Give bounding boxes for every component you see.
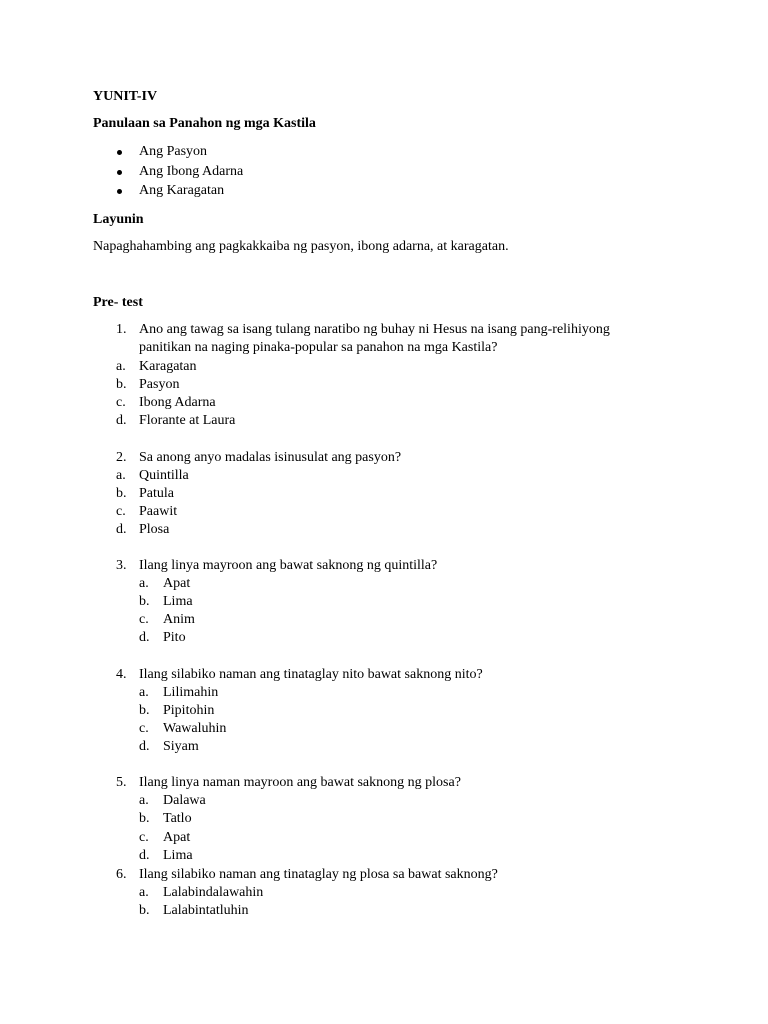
topic-item: Ang Pasyon bbox=[139, 144, 208, 159]
choice-letter: a. bbox=[139, 885, 149, 900]
choice-letter: a. bbox=[139, 576, 149, 591]
choice-letter: c. bbox=[139, 830, 149, 845]
choice-letter: a. bbox=[139, 685, 149, 700]
choice-text: Ibong Adarna bbox=[139, 395, 216, 410]
choice-text: Lilimahin bbox=[163, 685, 219, 700]
choice-letter: c. bbox=[116, 504, 126, 519]
choice-letter: d. bbox=[116, 522, 127, 537]
choice-letter: b. bbox=[116, 377, 127, 392]
choice-letter: c. bbox=[139, 612, 149, 627]
question-number: 2. bbox=[116, 450, 127, 465]
bullet-icon bbox=[117, 189, 122, 194]
choice-letter: a. bbox=[116, 468, 126, 483]
objective-heading: Layunin bbox=[93, 212, 144, 227]
choice-text: Quintilla bbox=[139, 468, 189, 483]
question-text: Ilang silabiko naman ang tinataglay nito bawat saknong nito? bbox=[139, 667, 483, 682]
choice-letter: b. bbox=[139, 594, 150, 609]
choice-text: Apat bbox=[163, 830, 191, 845]
choice-letter: d. bbox=[139, 630, 150, 645]
choice-letter: b. bbox=[139, 811, 150, 826]
choice-text: Pipitohin bbox=[163, 703, 215, 718]
section-title: Panulaan sa Panahon ng mga Kastila bbox=[93, 116, 316, 131]
question-text: Ilang silabiko naman ang tinataglay ng plosa sa bawat saknong? bbox=[139, 867, 498, 882]
choice-letter: d. bbox=[139, 739, 150, 754]
choice-text: Plosa bbox=[139, 522, 170, 537]
choice-text: Florante at Laura bbox=[139, 413, 236, 428]
choice-text: Lima bbox=[163, 848, 193, 863]
choice-text: Wawaluhin bbox=[163, 721, 227, 736]
choice-text: Lalabintatluhin bbox=[163, 903, 249, 918]
question-number: 6. bbox=[116, 867, 127, 882]
choice-text: Paawit bbox=[139, 504, 178, 519]
topic-item: Ang Ibong Adarna bbox=[139, 164, 244, 179]
choice-letter: a. bbox=[139, 793, 149, 808]
choice-letter: c. bbox=[139, 721, 149, 736]
choice-text: Tatlo bbox=[163, 811, 192, 826]
choice-letter: a. bbox=[116, 359, 126, 374]
bullet-icon bbox=[117, 170, 122, 175]
question-text: Ano ang tawag sa isang tulang naratibo ng buhay ni Hesus na isang pang-relihiyong bbox=[139, 322, 610, 337]
topic-item: Ang Karagatan bbox=[139, 183, 225, 198]
pretest-heading: Pre- test bbox=[93, 295, 143, 310]
choice-text: Karagatan bbox=[139, 359, 197, 374]
choice-letter: c. bbox=[116, 395, 126, 410]
question-number: 1. bbox=[116, 322, 127, 337]
choice-text: Dalawa bbox=[163, 793, 206, 808]
question-number: 3. bbox=[116, 558, 127, 573]
choice-text: Siyam bbox=[163, 739, 199, 754]
choice-letter: d. bbox=[116, 413, 127, 428]
question-number: 5. bbox=[116, 775, 127, 790]
choice-text: Patula bbox=[139, 486, 174, 501]
choice-text: Lima bbox=[163, 594, 193, 609]
choice-text: Pasyon bbox=[139, 377, 180, 392]
choice-letter: b. bbox=[139, 903, 150, 918]
choice-letter: b. bbox=[139, 703, 150, 718]
choice-letter: b. bbox=[116, 486, 127, 501]
choice-letter: d. bbox=[139, 848, 150, 863]
question-text: panitikan na naging pinaka-popular sa panahon na mga Kastila? bbox=[139, 340, 498, 355]
choice-text: Anim bbox=[163, 612, 195, 627]
choice-text: Apat bbox=[163, 576, 191, 591]
unit-title: YUNIT-IV bbox=[93, 89, 158, 104]
bullet-icon bbox=[117, 150, 122, 155]
question-text: Ilang linya mayroon ang bawat saknong ng quintilla? bbox=[139, 558, 438, 573]
choice-text: Pito bbox=[163, 630, 186, 645]
question-text: Sa anong anyo madalas isinusulat ang pasyon? bbox=[139, 450, 402, 465]
objective-text: Napaghahambing ang pagkakkaiba ng pasyon, ibong adarna, at karagatan. bbox=[93, 239, 509, 254]
question-number: 4. bbox=[116, 667, 127, 682]
choice-text: Lalabindalawahin bbox=[163, 885, 264, 900]
question-text: Ilang linya naman mayroon ang bawat saknong ng plosa? bbox=[139, 775, 461, 790]
